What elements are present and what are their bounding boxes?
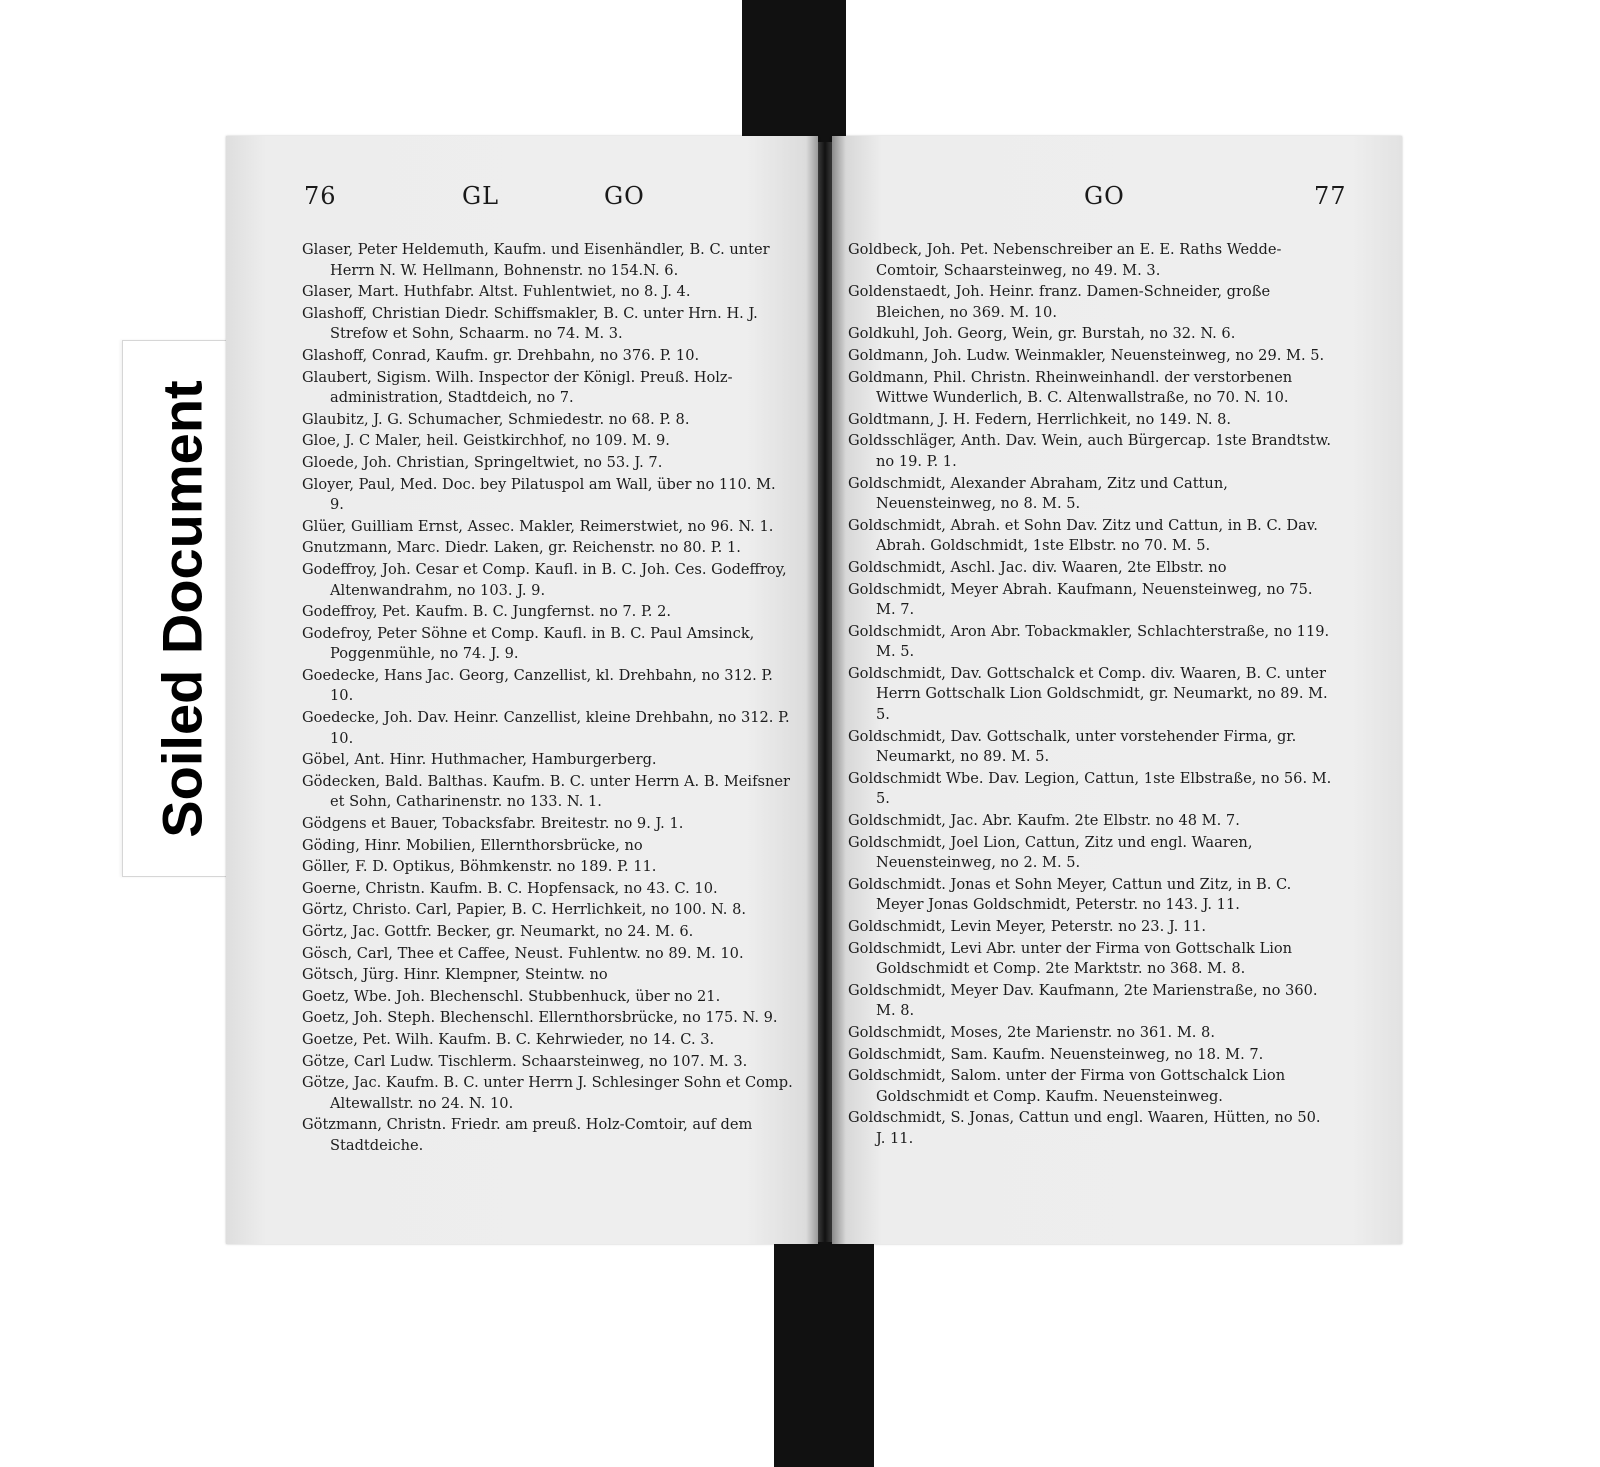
directory-entry: Godeffroy, Joh. Cesar et Comp. Kaufl. in B. C. Joh. Ces. Godeffroy, Altenwandrahm, no 103. J. 9.	[302, 560, 787, 599]
directory-entry: Goedecke, Hans Jac. Georg, Canzellist, kl. Drehbahn, no 312. P. 10.	[302, 666, 773, 705]
directory-entry: Glaubitz, J. G. Schumacher, Schmiedestr. no 68. P. 8.	[302, 410, 690, 428]
directory-entry: Goldschmidt, Aschl. Jac. div. Waaren, 2te Elbstr. no	[848, 558, 1227, 576]
directory-entry: Glaser, Peter Heldemuth, Kaufm. und Eisenhändler, B. C. unter Herrn N. W. Hellmann, Bohnenstr. no 154.N. 6.	[302, 241, 770, 279]
directory-entry: Gödecken, Bald. Balthas. Kaufm. B. C. unter Herrn A. B. Meifsner et Sohn, Catharinenstr. no 133. N. 1.	[302, 772, 790, 811]
running-head-go: GO	[604, 182, 645, 210]
directory-entry: Götze, Carl Ludw. Tischlerm. Schaarsteinweg, no 107. M. 3.	[302, 1052, 748, 1070]
directory-entry: Goldschmidt, Aron Abr. Tobackmakler, Schlachterstraße, no 119. M. 5.	[848, 622, 1330, 661]
directory-entry: Goldschmidt, Alexander Abraham, Zitz und Cattun, Neuensteinweg, no 8. M. 5.	[848, 474, 1228, 513]
directory-entry: Goldschmidt, S. Jonas, Cattun und engl. Waaren, Hütten, no 50. J. 11.	[848, 1109, 1321, 1147]
directory-entry: Glashoff, Conrad, Kaufm. gr. Drehbahn, no 376. P. 10.	[302, 346, 700, 364]
directory-entry: Gloe, J. C Maler, heil. Geistkirchhof, no 109. M. 9.	[302, 432, 670, 450]
directory-entry: Goerne, Christn. Kaufm. B. C. Hopfensack, no 43. C. 10.	[302, 879, 718, 897]
directory-entry: Glashoff, Christian Diedr. Schiffsmakler, B. C. unter Hrn. H. J. Strefow et Sohn, Schaarm. no 74. M. 3.	[302, 304, 758, 343]
directory-entry: Goldschmidt, Sam. Kaufm. Neuensteinweg, no 18. M. 7.	[848, 1045, 1264, 1063]
directory-entry: Glaser, Mart. Huthfabr. Altst. Fuhlentwiet, no 8. J. 4.	[302, 283, 691, 301]
directory-entry: Göding, Hinr. Mobilien, Ellernthorsbrücke, no	[302, 836, 643, 854]
directory-entry: Goetz, Wbe. Joh. Blechenschl. Stubbenhuck, über no 21.	[302, 987, 721, 1005]
left-entry-list	[302, 240, 794, 1158]
directory-entry: Goetze, Pet. Wilh. Kaufm. B. C. Kehrwieder, no 14. C. 3.	[302, 1030, 715, 1048]
right-page	[832, 136, 1402, 1244]
directory-entry: Goetz, Joh. Steph. Blechenschl. Ellernthorsbrücke, no 175. N. 9.	[302, 1009, 778, 1027]
right-entry-list	[848, 240, 1332, 1151]
directory-entry: Goldmann, Phil. Christn. Rheinweinhandl. der verstorbenen Wittwe Wunderlich, B. C. Altenwallstraße, no 70. N. 10.	[848, 368, 1293, 407]
directory-entry: Goldsschläger, Anth. Dav. Wein, auch Bürgercap. 1ste Brandtstw. no 19. P. 1.	[848, 432, 1331, 470]
page-number-right: 77	[1314, 182, 1347, 210]
soiled-document-label: Soiled Document	[150, 379, 214, 838]
directory-entry: Goldschmidt, Abrah. et Sohn Dav. Zitz und Cattun, in B. C. Dav. Abrah. Goldschmidt, 1ste Elbstr. no 70. M. 5.	[848, 516, 1318, 555]
directory-entry: Goldmann, Joh. Ludw. Weinmakler, Neuensteinweg, no 29. M. 5.	[848, 346, 1325, 364]
directory-entry: Götzmann, Christn. Friedr. am preuß. Holz-Comtoir, auf dem Stadtdeiche.	[302, 1116, 753, 1154]
directory-entry: Godefroy, Peter Söhne et Comp. Kaufl. in B. C. Paul Amsinck, Poggenmühle, no 74. J. 9.	[302, 624, 755, 663]
directory-entry: Goldschmidt Wbe. Dav. Legion, Cattun, 1ste Elbstraße, no 56. M. 5.	[848, 769, 1332, 808]
directory-entry: Goldschmidt, Jac. Abr. Kaufm. 2te Elbstr. no 48 M. 7.	[848, 812, 1240, 830]
directory-entry: Gnutzmann, Marc. Diedr. Laken, gr. Reichenstr. no 80. P. 1.	[302, 539, 741, 557]
soiled-document-tab	[122, 340, 241, 877]
directory-entry: Goldtmann, J. H. Federn, Herrlichkeit, no 149. N. 8.	[848, 410, 1232, 428]
directory-entry: Goldschmidt, Meyer Dav. Kaufmann, 2te Marienstraße, no 360. M. 8.	[848, 981, 1318, 1020]
directory-entry: Gloyer, Paul, Med. Doc. bey Pilatuspol am Wall, über no 110. M. 9.	[302, 475, 776, 514]
right-running-head	[832, 182, 1402, 222]
directory-entry: Gloede, Joh. Christian, Springeltwiet, no 53. J. 7.	[302, 453, 663, 471]
directory-entry: Goldschmidt, Levin Meyer, Peterstr. no 23. J. 11.	[848, 918, 1207, 935]
binding-strap-bottom	[774, 1230, 874, 1467]
directory-entry: Göbel, Ant. Hinr. Huthmacher, Hamburgerberg.	[302, 751, 657, 769]
running-head-go-right: GO	[1084, 182, 1125, 210]
directory-entry: Godeffroy, Pet. Kaufm. B. C. Jungfernst. no 7. P. 2.	[302, 603, 672, 621]
directory-entry: Goldschmidt, Joel Lion, Cattun, Zitz und engl. Waaren, Neuensteinweg, no 2. M. 5.	[848, 833, 1253, 872]
directory-entry: Gödgens et Bauer, Tobacksfabr. Breitestr. no 9. J. 1.	[302, 815, 684, 833]
directory-entry: Goldschmidt, Salom. unter der Firma von Gottschalck Lion Goldschmidt et Comp. Kaufm. Neuensteinweg.	[848, 1067, 1286, 1105]
running-head-gl: GL	[462, 182, 500, 210]
directory-entry: Götze, Jac. Kaufm. B. C. unter Herrn J. Schlesinger Sohn et Comp. Altewallstr. no 24. N. 10.	[302, 1074, 793, 1112]
directory-entry: Goldschmidt, Moses, 2te Marienstr. no 361. M. 8.	[848, 1023, 1215, 1041]
directory-entry: Görtz, Jac. Gottfr. Becker, gr. Neumarkt, no 24. M. 6.	[302, 923, 694, 940]
directory-entry: Goldschmidt, Meyer Abrah. Kaufmann, Neuensteinweg, no 75. M. 7.	[848, 580, 1313, 619]
directory-entry: Goldkuhl, Joh. Georg, Wein, gr. Burstah, no 32. N. 6.	[848, 325, 1236, 343]
directory-entry: Goldbeck, Joh. Pet. Nebenschreiber an E. E. Raths Wedde-Comtoir, Schaarsteinweg, no 49. M. 3.	[848, 241, 1282, 279]
book-gutter	[818, 142, 832, 1242]
directory-entry: Goldschmidt, Dav. Gottschalk, unter vorstehender Firma, gr. Neumarkt, no 89. M. 5.	[848, 727, 1297, 766]
directory-entry: Goldenstaedt, Joh. Heinr. franz. Damen-Schneider, große Bleichen, no 369. M. 10.	[848, 283, 1271, 321]
left-running-head	[226, 182, 818, 222]
directory-entry: Goedecke, Joh. Dav. Heinr. Canzellist, kleine Drehbahn, no 312. P. 10.	[302, 709, 790, 747]
page-number-left: 76	[304, 182, 337, 210]
directory-entry: Goldschmidt, Levi Abr. unter der Firma von Gottschalk Lion Goldschmidt et Comp. 2te Marktstr. no 368. M. 8.	[848, 939, 1293, 978]
directory-entry: Götsch, Jürg. Hinr. Klempner, Steintw. no	[302, 966, 608, 984]
directory-entry: Goldschmidt. Jonas et Sohn Meyer, Cattun und Zitz, in B. C. Meyer Jonas Goldschmidt, Peterstr. no 143. J. 11.	[848, 875, 1292, 914]
directory-entry: Glüer, Guilliam Ernst, Assec. Makler, Reimerstwiet, no 96. N. 1.	[302, 517, 774, 535]
directory-entry: Gösch, Carl, Thee et Caffee, Neust. Fuhlentw. no 89. M. 10.	[302, 944, 744, 962]
directory-entry: Göller, F. D. Optikus, Böhmkenstr. no 189. P. 11.	[302, 858, 657, 876]
left-page	[226, 136, 818, 1244]
directory-entry: Glaubert, Sigism. Wilh. Inspector der Königl. Preuß. Holz-administration, Stadtdeich, no 7.	[302, 368, 733, 407]
directory-entry: Görtz, Christo. Carl, Papier, B. C. Herrlichkeit, no 100. N. 8.	[302, 901, 747, 919]
directory-entry: Goldschmidt, Dav. Gottschalck et Comp. div. Waaren, B. C. unter Herrn Gottschalk Lion Goldschmidt, gr. Neumarkt, no 89. M. 5.	[848, 664, 1328, 724]
